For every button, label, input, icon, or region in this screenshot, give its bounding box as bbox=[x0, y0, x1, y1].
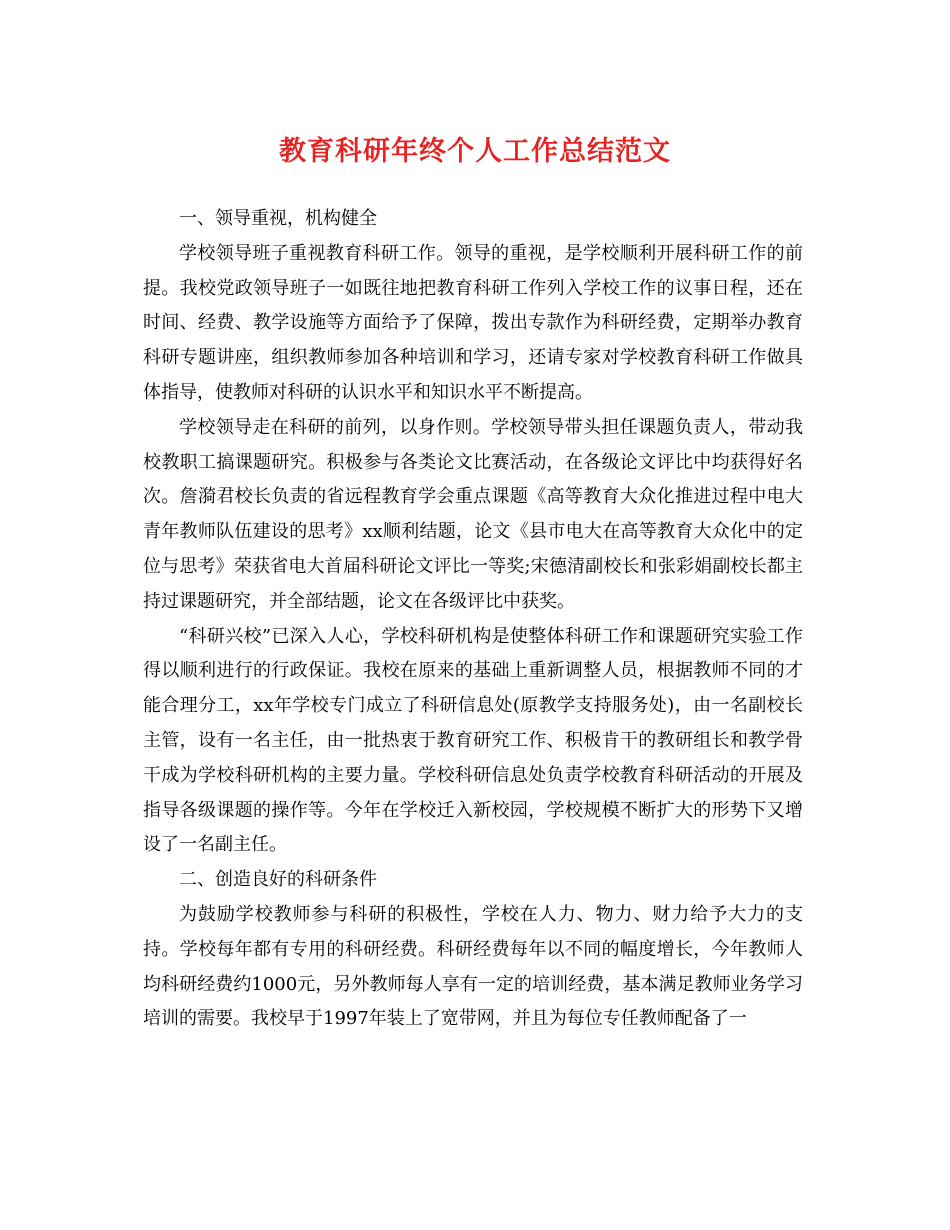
section-heading-2: 二、创造良好的科研条件 bbox=[179, 869, 377, 891]
paragraph: 学校领导走在科研的前列，以身作则。学校领导带头担任课题负责人，带动我校教职工搞课题研究。积极参与各类论文比赛活动，在各级论文评比中均获得好名次。詹漪君校长负责的省远程教育学会重点课题《高等教育大众化推进过程中电大青年教师队伍建设的思考》xx顺利结题，论文《县市电大在高等教育大众化中的定位与思考》荣获省电大首届科研论文评比一等奖;宋德清副校长和张彩娟副校长都主持过课题研究，并全部结题，论文在各级评比中获奖。 bbox=[143, 416, 803, 612]
paragraph: “科研兴校”已深入人心，学校科研机构是使整体科研工作和课题研究实验工作得以顺利进行的行政保证。我校在原来的基础上重新调整人员，根据教师不同的才能合理分工，xx年学校专门成立了科研信息处(原教学支持服务处)，由一名副校长主管，设有一名主任，由一批热衷于教育研究工作、积极肯干的教研组长和教学骨干成为学校科研机构的主要力量。学校科研信息处负责学校教育科研活动的开展及指导各级课题的操作等。今年在学校迁入新校园，学校规模不断扩大的形势下又增设了一名副主任。 bbox=[143, 625, 803, 856]
paragraph: 学校领导班子重视教育科研工作。领导的重视，是学校顺利开展科研工作的前提。我校党政领导班子一如既往地把教育科研工作列入学校工作的议事日程，还在时间、经费、教学设施等方面给予了保障，拨出专款作为科研经费，定期举办教育科研专题讲座，组织教师参加各种培训和学习，还请专家对学校教育科研工作做具体指导，使教师对科研的认识水平和知识水平不断提高。 bbox=[143, 242, 803, 403]
document-title: 教育科研年终个人工作总结范文 bbox=[279, 136, 671, 167]
section-heading-1: 一、领导重视，机构健全 bbox=[179, 208, 377, 229]
paragraph: 为鼓励学校教师参与科研的积极性，学校在人力、物力、财力给予大力的支持。学校每年都有专用的科研经费。科研经费每年以不同的幅度增长，今年教师人均科研经费约1000元，另外教师每人享有一定的培训经费，基本满足教师业务学习培训的需要。我校早于1997年装上了宽带网，并且为每位专任教师配备了一 bbox=[143, 903, 803, 1030]
document-body bbox=[143, 202, 803, 1037]
